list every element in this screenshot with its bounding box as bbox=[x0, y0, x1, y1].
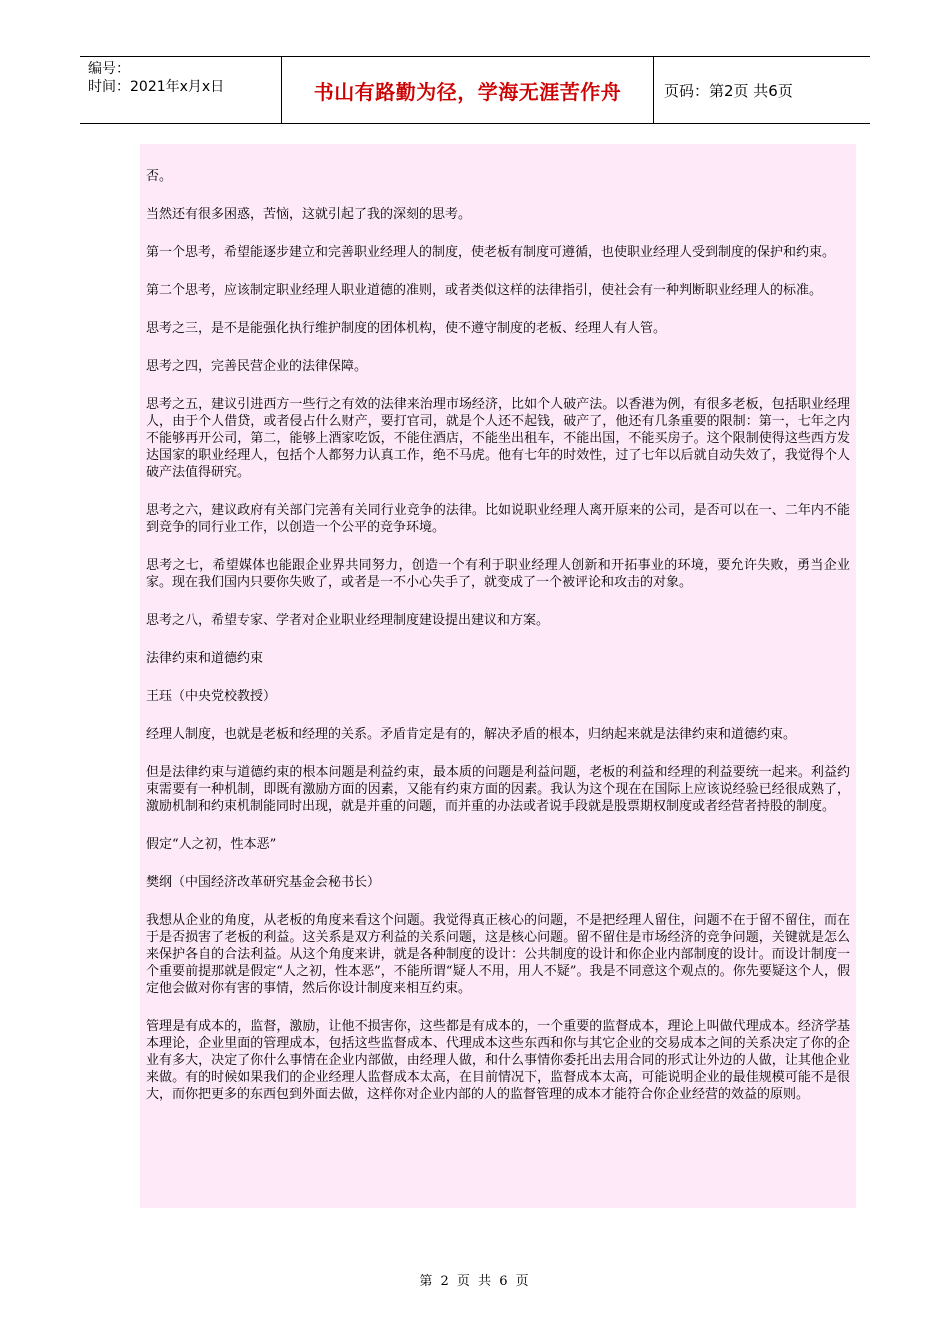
paragraph: 思考之四，完善民营企业的法律保障。 bbox=[146, 359, 368, 374]
section-heading: 法律约束和道德约束 bbox=[146, 651, 264, 666]
speaker-attribution: 樊纲（中国经济改革研究基金会秘书长） bbox=[146, 875, 381, 890]
paragraph: 否。 bbox=[146, 169, 173, 184]
section-heading: 假定“人之初，性本恶” bbox=[146, 837, 277, 852]
document-body bbox=[140, 144, 856, 1208]
paragraph: 思考之八，希望专家、学者对企业职业经理制度建设提出建议和方案。 bbox=[146, 613, 550, 628]
paragraph: 但是法律约束与道德约束的根本问题是利益约束，最本质的问题是利益问题，老板的利益和经理的利益要统一起来。利益约束需要有一种机制，即既有激励方面的因素，又能有约束方面的因素。我认为这个现在在国际上应该说经验已经很成熟了，激励机制和约束机制能同时出现，就是并重的问题，而并重的办法或者说手段就是股票期权制度或者经营者持股的制度。 bbox=[146, 765, 850, 814]
header-page-info: 页码：第2页 共6页 bbox=[664, 81, 793, 100]
paragraph: 思考之五，建议引进西方一些行之有效的法律来治理市场经济，比如个人破产法。以香港为例，有很多老板，包括职业经理人，由于个人借贷，或者侵占什么财产，要打官司，就是个人还不起钱，破产了，他还有几条重要的限制：第一，七年之内不能够再开公司，第二，能够上酒家吃饭，不能住酒店，不能坐出租车，不能出国，不能买房子。这个限制使得这些西方发达国家的职业经理人，包括个人都努力认真工作，绝不马虎。他有七年的时效性，过了七年以后就自动失效了，我觉得个人破产法值得研究。 bbox=[146, 397, 850, 480]
paragraph: 第一个思考，希望能逐步建立和完善职业经理人的制度，使老板有制度可遵循，也使职业经理人受到制度的保护和约束。 bbox=[146, 245, 836, 260]
speaker-attribution: 王珏（中央党校教授） bbox=[146, 689, 277, 704]
header-meta bbox=[80, 57, 282, 123]
paragraph: 经理人制度，也就是老板和经理的关系。矛盾肯定是有的，解决矛盾的根本，归纳起来就是法律约束和道德约束。 bbox=[146, 727, 797, 742]
document-number-label: 编号： bbox=[88, 61, 130, 77]
header-motto: 书山有路勤为径，学海无涯苦作舟 bbox=[282, 57, 654, 123]
paragraph: 我想从企业的角度，从老板的角度来看这个问题。我觉得真正核心的问题，不是把经理人留住，问题不在于留不留住，而在于是否损害了老板的利益。这关系是双方利益的关系问题，这是核心问题。留不留住是市场经济的竞争问题，关键就是怎么来保护各自的合法利益。从这个角度来讲，就是各种制度的设计：公共制度的设计和你企业内部制度的设计。而设计制度一个重要前提那就是假定“人之初，性本恶”，不能所谓“疑人不用，用人不疑”。我是不同意这个观点的。你先要疑这个人，假定他会做对你有害的事情，然后你设计制度来相互约束。 bbox=[146, 913, 850, 996]
paragraph: 管理是有成本的，监督，激励，让他不损害你，这些都是有成本的，一个重要的监督成本，理论上叫做代理成本。经济学基本理论，企业里面的管理成本，包括这些监督成本、代理成本这些东西和你与其它企业的交易成本之间的关系决定了你的企业有多大，决定了你什么事情在企业内部做，由经理人做，和什么事情你委托出去用合同的形式让外边的人做，让其他企业来做。有的时候如果我们的企业经理人监督成本太高，在目前情况下，监督成本太高，可能说明企业的最佳规模可能不是很大，而你把更多的东西包到外面去做，这样你对企业内部的人的监督管理的成本才能符合你企业经营的效益的原则。 bbox=[146, 1019, 850, 1102]
paragraph: 第二个思考，应该制定职业经理人职业道德的准则，或者类似这样的法律指引，使社会有一种判断职业经理人的标准。 bbox=[146, 283, 823, 298]
page-header bbox=[80, 56, 870, 124]
page-footer: 第 2 页 共 6 页 bbox=[419, 1274, 531, 1289]
document-date-label: 时间：2021年x月x日 bbox=[88, 79, 225, 95]
paragraph: 思考之三，是不是能强化执行维护制度的团体机构，使不遵守制度的老板、经理人有人管。 bbox=[146, 321, 667, 336]
paragraph: 当然还有很多困惑，苦恼，这就引起了我的深刻的思考。 bbox=[146, 207, 472, 222]
paragraph: 思考之六，建议政府有关部门完善有关同行业竞争的法律。比如说职业经理人离开原来的公司，是否可以在一、二年内不能到竞争的同行业工作，以创造一个公平的竞争环境。 bbox=[146, 503, 850, 535]
paragraph: 思考之七，希望媒体也能跟企业界共同努力，创造一个有利于职业经理人创新和开拓事业的环境，要允许失败，勇当企业家。现在我们国内只要你失败了，或者是一不小心失手了，就变成了一个被评论和攻击的对象。 bbox=[146, 558, 850, 590]
